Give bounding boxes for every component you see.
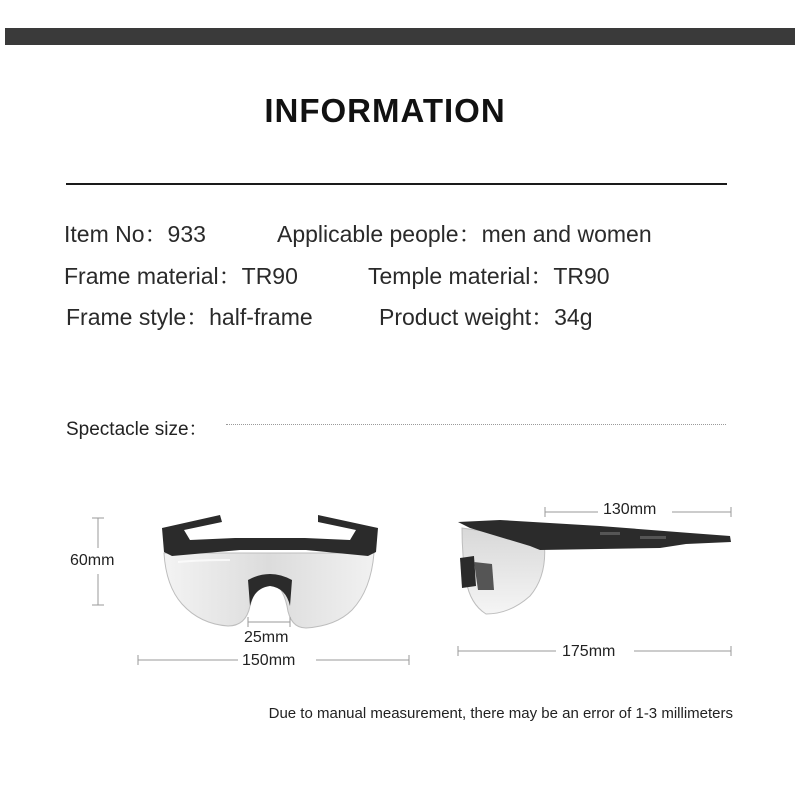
spec-frame-style: Frame style：half-frame [66, 304, 313, 330]
front-frame-top [162, 515, 378, 556]
page-title: INFORMATION [264, 92, 506, 129]
front-lens [164, 553, 374, 628]
dim-temple-inner: 130mm [603, 501, 657, 518]
spec-applicable-people: Applicable people：men and women [277, 221, 652, 247]
measurement-note: Due to manual measurement, there may be an error of 1-3 millimeters [268, 705, 733, 722]
side-nose-pad [460, 556, 476, 588]
front-view-glasses [162, 515, 378, 628]
spectacle-size-label: Spectacle size： [66, 419, 208, 440]
spec-item-no: Item No：933 [64, 221, 206, 247]
side-view-glasses [458, 520, 731, 614]
dim-temple-length: 175mm [562, 643, 616, 660]
spec-frame-material: Frame material：TR90 [64, 263, 298, 289]
spec-temple-material: Temple material：TR90 [368, 263, 610, 289]
spec-product-weight: Product weight：34g [379, 304, 593, 330]
dim-frame-width: 150mm [242, 652, 296, 669]
dim-bridge: 25mm [244, 629, 289, 646]
dim-height: 60mm [70, 552, 115, 569]
